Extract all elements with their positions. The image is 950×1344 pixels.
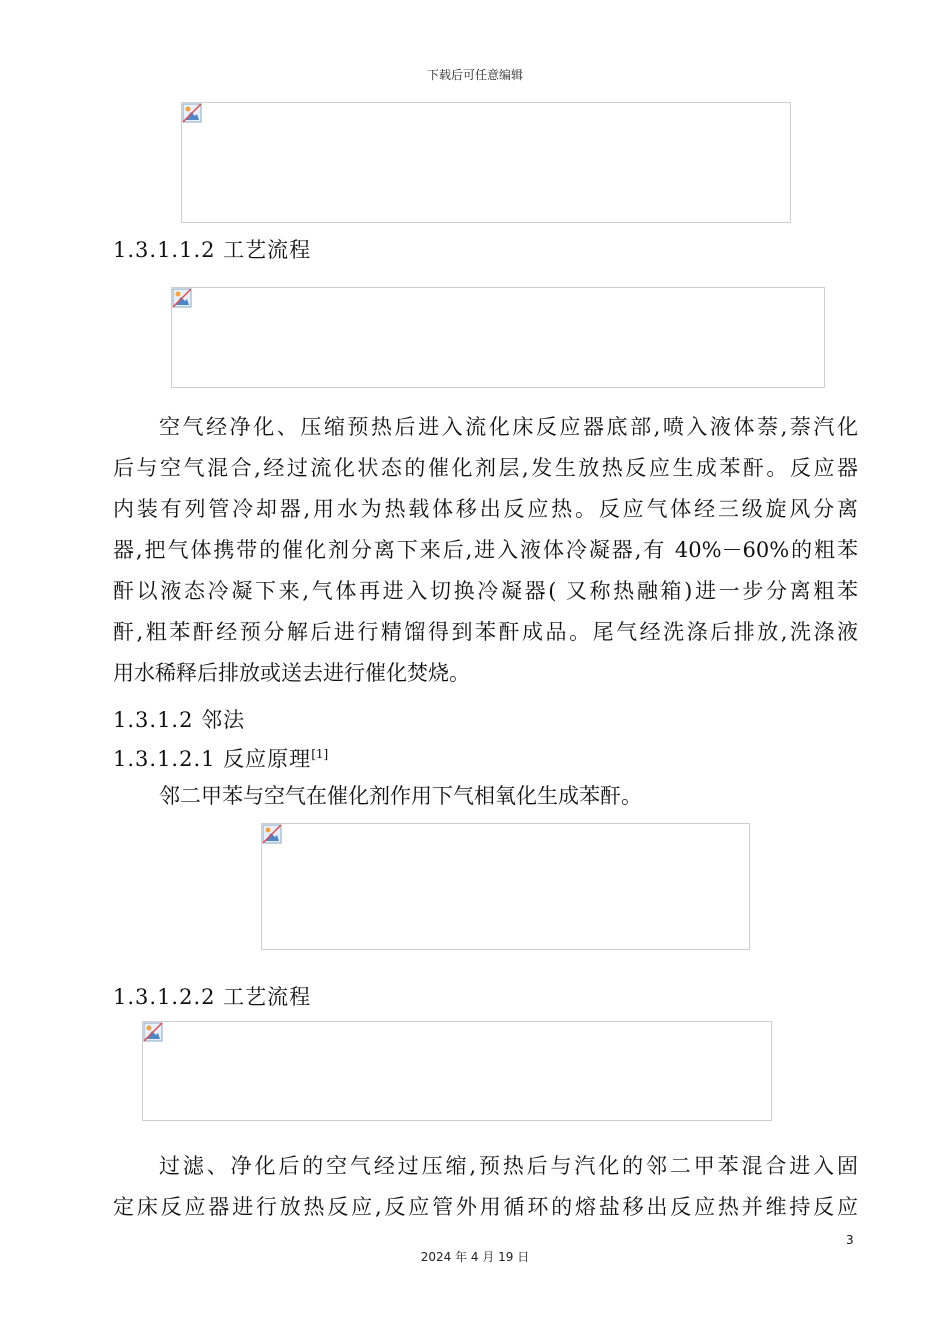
paragraph-reaction xyxy=(113,776,858,817)
broken-image-icon xyxy=(262,824,282,844)
paragraph-line: 用水稀释后排放或送去进行催化焚烧。 xyxy=(113,661,470,685)
page-number: 3 xyxy=(846,1233,854,1247)
paragraph-line: 后与空气混合,经过流化状态的催化剂层,发生放热反应生成苯酐。反应器 xyxy=(113,456,858,480)
image-placeholder-4 xyxy=(142,1021,772,1121)
image-placeholder-1 xyxy=(181,102,791,223)
reference-link[interactable]: [1] xyxy=(311,747,329,761)
paragraph-process-naphthalene xyxy=(113,407,858,694)
image-placeholder-2 xyxy=(171,287,825,388)
paragraph-line: 空气经净化、压缩预热后进入流化床反应器底部,喷入液体萘,萘汽化 xyxy=(159,415,858,439)
heading-1-3-1-1-2: 1.3.1.1.2 工艺流程 xyxy=(113,238,312,262)
image-placeholder-3 xyxy=(261,823,750,950)
page-footer-date: 2024 年 4 月 19 日 xyxy=(420,1250,530,1264)
page-header: 下载后可任意编辑 xyxy=(426,68,523,82)
paragraph-line: 过滤、净化后的空气经过压缩,预热后与汽化的邻二甲苯混合进入固 xyxy=(159,1154,858,1178)
paragraph-line: 酐,粗苯酐经预分解后进行精馏得到苯酐成品。尾气经洗涤后排放,洗涤液 xyxy=(113,620,858,644)
paragraph-line: 酐以液态冷凝下来,气体再进入切换冷凝器( 又称热融箱)进一步分离粗苯 xyxy=(113,579,858,603)
heading-1-3-1-2-2: 1.3.1.2.2 工艺流程 xyxy=(113,985,312,1009)
paragraph-line: 内装有列管冷却器,用水为热载体移出反应热。反应气体经三级旋风分离 xyxy=(113,497,858,521)
heading-1-3-1-2: 1.3.1.2 邻法 xyxy=(113,708,246,732)
broken-image-icon xyxy=(182,103,202,123)
broken-image-icon xyxy=(172,288,192,308)
paragraph-line: 定床反应器进行放热反应,反应管外用循环的熔盐移出反应热并维持反应 xyxy=(113,1195,858,1219)
heading-text: 1.3.1.2.1 反应原理 xyxy=(113,747,312,771)
heading-1-3-1-2-1 xyxy=(113,743,328,773)
paragraph-process-oxylene xyxy=(113,1146,858,1228)
paragraph-line: 器,把气体携带的催化剂分离下来后,进入液体冷凝器,有 40%－60%的粗苯 xyxy=(113,538,858,562)
broken-image-icon xyxy=(143,1022,163,1042)
paragraph-line: 邻二甲苯与空气在催化剂作用下气相氧化生成苯酐。 xyxy=(159,784,642,808)
